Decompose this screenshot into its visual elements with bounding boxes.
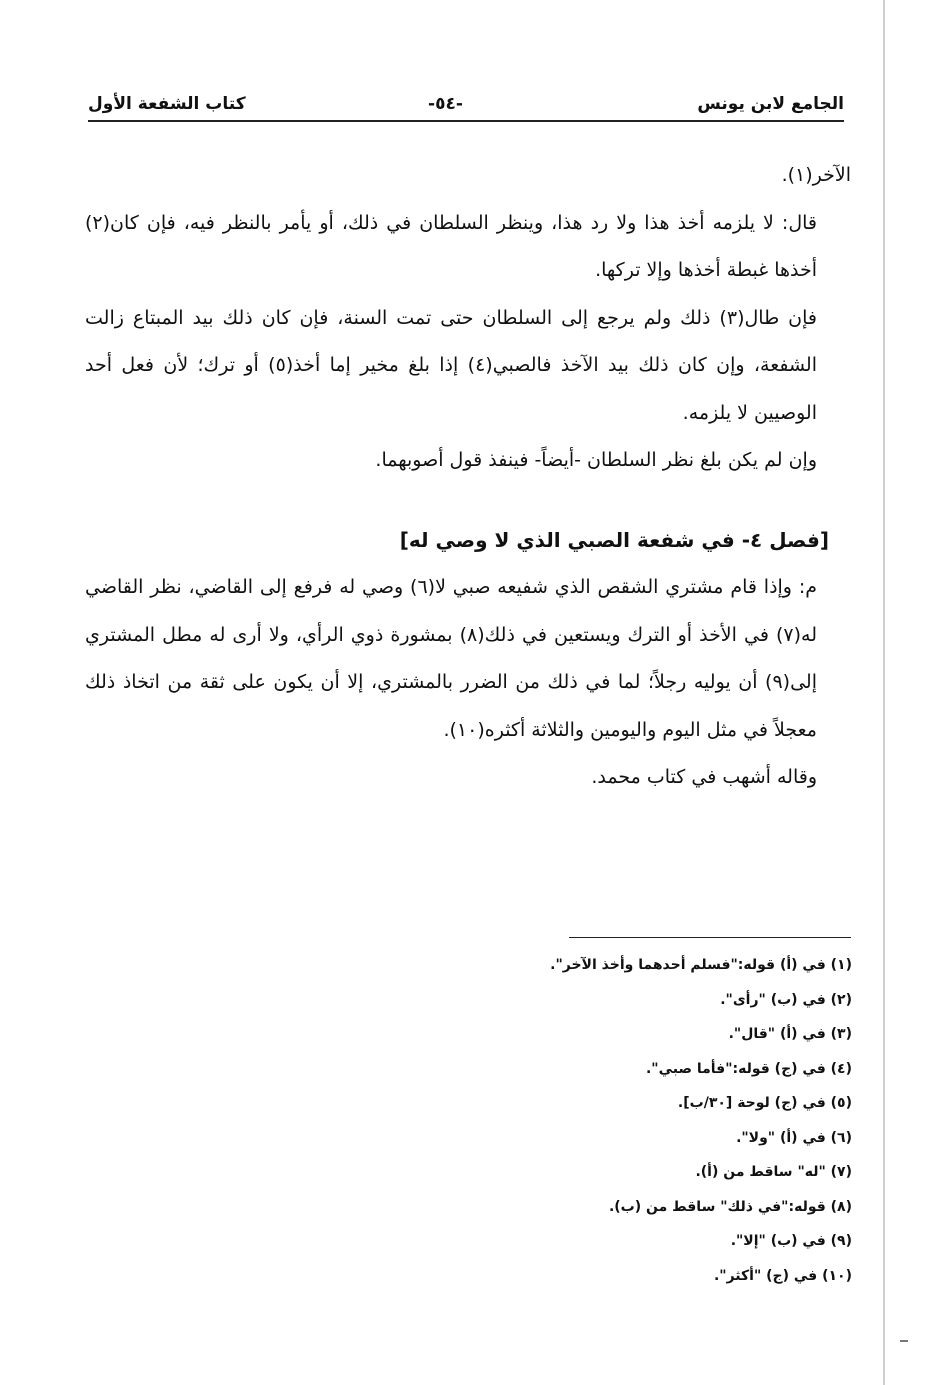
header-rule	[88, 120, 844, 122]
page-header	[88, 88, 844, 122]
paragraph-5: م: وإذا قام مشتري الشقص الذي شفيعه صبي لا(٦) وصي له فرفع إلى القاضي، نظر القاضي له(٧) في الأخذ أو الترك ويستعين في ذلك(٨) بمشورة ذوي الرأي، ولا أرى له مطل المشتري إلى(٩) أن يوليه رجلاً؛ لما في ذلك من الضرر بالمشتري، إلا أن يكون على ثقة من اتخاذ ذلك معجلاً في مثل اليوم واليومين والثلاثة أكثره(١٠).	[85, 576, 818, 741]
footnote-item: (٥) في (ج) لوحة [٣٠/ب].	[677, 1095, 852, 1111]
footnote-item: (٨) قوله:"في ذلك" ساقط من (ب).	[608, 1198, 852, 1215]
paragraph-6: وقاله أشهب في كتاب محمد.	[591, 766, 817, 788]
page-number: -٥٤-	[428, 94, 463, 114]
footnote-item: (١٠) في (ج) "أكثر".	[713, 1267, 852, 1284]
paragraph-2: قال: لا يلزمه أخذ هذا ولا رد هذا، وينظر السلطان في ذلك، أو يأمر بالنظر فيه، فإن كان(٢) أخذها غبطة أخذها وإلا تركها.	[85, 211, 817, 281]
footnote-item: (٦) في (أ) "ولا".	[736, 1129, 852, 1146]
footnote-item: (٢) في (ب) "رأى".	[720, 991, 852, 1008]
paragraph-1: الآخر(١).	[781, 164, 851, 186]
main-text	[85, 152, 851, 802]
footnote-rule	[569, 937, 851, 938]
footnote-item: (٧) "له" ساقط من (أ).	[695, 1164, 852, 1180]
footnote-item: (٩) في (ب) "إلا".	[730, 1233, 852, 1249]
header-chapter-title: كتاب الشفعة الأول	[88, 94, 246, 114]
scan-mark	[900, 1340, 908, 1342]
section-heading: [فصل ٤- في شفعة الصبي الذي لا وصي له]	[399, 527, 829, 552]
footnote-item: (٣) في (أ) "قال".	[728, 1026, 852, 1042]
scan-edge-line	[883, 0, 885, 1385]
footnotes	[400, 948, 852, 1293]
footnote-item: (٤) في (ج) قوله:"فأما صبي".	[645, 1060, 852, 1077]
header-book-title: الجامع لابن يونس	[697, 94, 844, 114]
footnote-item: (١) في (أ) قوله:"فسلم أحدهما وأخذ الآخر".	[550, 957, 852, 973]
paragraph-4: وإن لم يكن بلغ نظر السلطان -أيضاً- فينفذ قول أصوبهما.	[375, 449, 817, 471]
paragraph-3: فإن طال(٣) ذلك ولم يرجع إلى السلطان حتى تمت السنة، فإن كان ذلك بيد المبتاع زالت الشفعة، وإن كان ذلك بيد الآخذ فالصبي(٤) إذا بلغ مخير إما أخذ(٥) أو ترك؛ لأن فعل أحد الوصيين لا يلزمه.	[85, 306, 817, 424]
